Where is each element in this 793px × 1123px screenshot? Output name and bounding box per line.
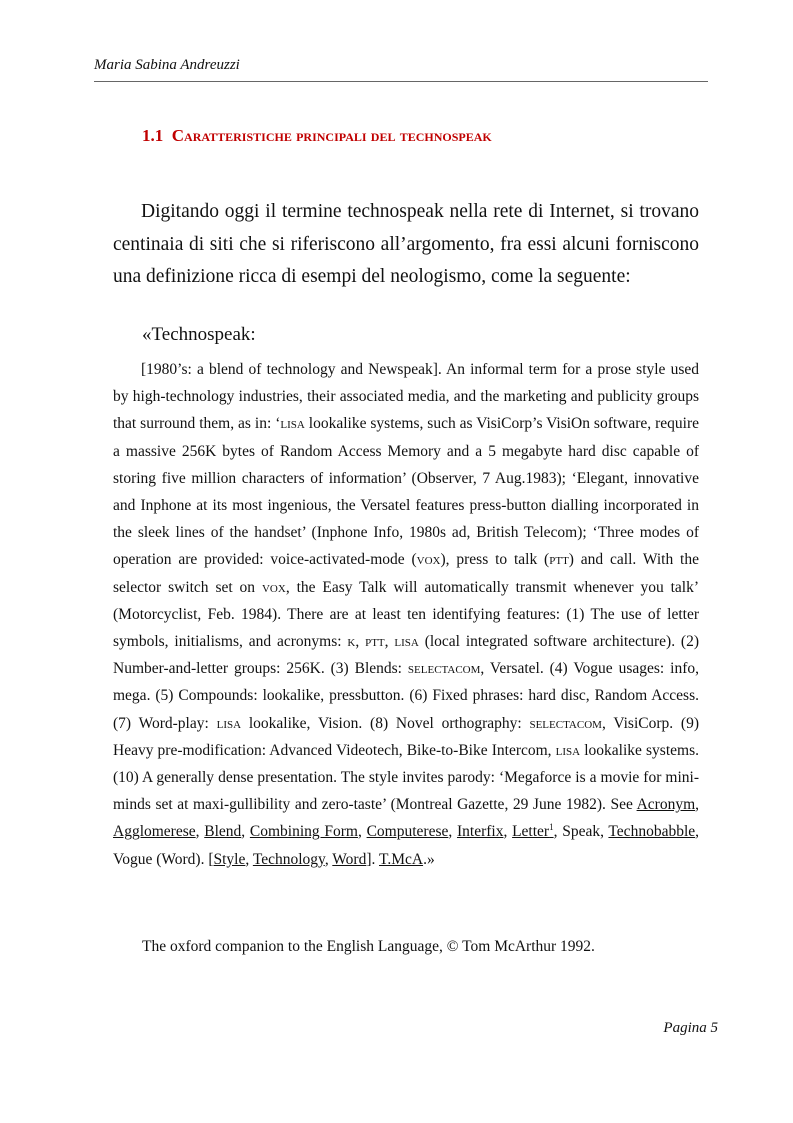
link-word[interactable]: Word — [332, 850, 367, 868]
running-header-author: Maria Sabina Andreuzzi — [94, 57, 240, 73]
intro-paragraph: Digitando oggi il termine technospeak nella rete di Internet, si trovano centinaia di siti che si riferiscono all’argomento, fra essi alcuni forniscono una definizione ricca di esempi del neologismo, come la seguente: — [113, 201, 699, 287]
link-technology[interactable]: Technology — [252, 850, 325, 868]
abbr-selectacom: selectacom — [407, 660, 481, 678]
page-number: Pagina 5 — [663, 1020, 718, 1036]
quote-title: «Technospeak: — [142, 324, 256, 345]
link-agglomerese[interactable]: Agglomerese — [113, 823, 196, 841]
link-computerese[interactable]: Computerese — [366, 823, 449, 841]
link-blend[interactable]: Blend — [204, 823, 242, 841]
quote-text: ), press to talk ( — [440, 551, 550, 569]
link-acronym[interactable]: Acronym — [636, 796, 696, 814]
link-combining-form[interactable]: Combining Form — [249, 823, 358, 841]
speak-text: Speak — [562, 823, 601, 841]
abbr-vox: vox — [261, 578, 286, 596]
abbr-lisa: lisa — [216, 714, 242, 732]
abbr-selectacom: selectacom — [529, 714, 602, 732]
link-tmca[interactable]: T.McA — [379, 850, 424, 868]
link-letter-label: Letter — [512, 823, 550, 841]
quote-text: ) and call. With the selector switch set on — [113, 551, 699, 596]
link-interfix[interactable]: Interfix — [456, 823, 504, 841]
quote-text: [1980’s: a blend of technology and Newspeak]. An informal term for a prose style used by high-technology industries, their associated media, and the marketing and publicity groups that surround them, as in: ‘ — [113, 361, 699, 433]
quote-text: , Versatel. (4) Vogue usages: info, mega. (5) Compounds: lookalike, pressbutton. (6) Fixed phrases: hard disc, Random Access. (7) Word-play: — [113, 660, 700, 732]
abbr-lisa: lisa — [280, 415, 305, 433]
section-heading — [142, 126, 492, 146]
quote-text: lookalike systems, such as VisiCorp’s VisiOn software, require a massive 256K bytes of Random Access Memory and a 5 megabyte hard disc capable of storing five million characters of information’ (Observer, 7 Aug.1983); ‘Elegant, innovative and Inphone at its most ingenious, the Versatel features press-button dialling incorporated in the sleek lines of the handset’ (Inphone Info, 1980s ad, British Telecom); ‘Three modes of operation are provided: voice-activated-mode ( — [113, 415, 699, 569]
abbr-k: k — [347, 633, 356, 651]
quote-text: lookalike, Vision. (8) Novel orthography: — [241, 714, 530, 732]
quote-text: , the Easy Talk will automatically transmit whenever you talk’ (Motorcyclist, Feb. 1984). There are at least ten identifying features: (1) The use of letter symbols, initialisms, and acronyms: — [113, 578, 699, 651]
abbr-vox: vox — [416, 551, 441, 569]
link-letter[interactable] — [512, 823, 554, 840]
source-citation: The oxford companion to the English Language, © Tom McArthur 1992. — [142, 938, 595, 955]
quote-body: [1980’s: a blend of technology and Newspeak]. An informal term for a prose style used by high-technology industries, their associated media, and the marketing and publicity groups that surround them, as in: ‘lisa lookalike systems, such as VisiCorp’s VisiOn software, require a massive 256K bytes of Random Access Memory and a 5 megabyte hard disc capable of storing five million characters of information’ (Observer, 7 Aug.1983); ‘Elegant, innovative and Inphone at its most ingenious, the Versatel features press-button dialling incorporated in the sleek lines of the handset’ (Inphone Info, 1980s ad, British Telecom); ‘Three modes of operation are provided: voice-activated-mode (vox), press to talk (ptt) and call. With the selector switch set on vox, the Easy Talk will automatically transmit whenever you talk’ (Motorcyclist, Feb. 1984). There are at least ten identifying features: (1) The use of letter symbols, initialisms, and acronyms: k, ptt, lisa (local integrated software architecture). (2) Number-and-letter groups: 256K. (3) Blends: selectacom, Versatel. (4) Vogue usages: info, mega. (5) Compounds: lookalike, pressbutton. (6) Fixed phrases: hard disc, Random Access. (7) Word-play: lisa lookalike, Vision. (8) Novel orthography: selectacom, VisiCorp. (9) Heavy pre-modification: Advanced Videotech, Bike-to-Bike Intercom, lisa lookalike systems. (10) A generally dense presentation. The style invites parody: ‘Megaforce is a movie for mini-minds set at maxi-gullibility and zero-taste’ (Montreal Gazette, 29 June 1982). See Acronym, Agglomerese, Blend, Combining Form, Computerese, Interfix, Letter$^1$, Speak, Technobabble, Vogue (Word). [Style, Technology, Word]. T.McA.» — [113, 361, 700, 868]
link-style[interactable]: Style — [213, 850, 246, 868]
quote-text: (local integrated software architecture). (2) Number-and-letter groups: 256K. (3) Blends: — [113, 633, 700, 678]
quote-text: , — [355, 633, 366, 651]
vogue-text: Vogue (Word) — [113, 850, 201, 868]
link-letter-superscript: 1 — [549, 822, 554, 833]
abbr-lisa: lisa — [394, 633, 419, 651]
section-title: Caratteristiche principali del technospeak — [171, 126, 492, 145]
header-rule — [94, 81, 708, 82]
abbr-ptt: ptt — [365, 633, 385, 651]
quote-text: , VisiCorp. (9) Heavy pre-modification: Advanced Videotech, Bike-to-Bike Intercom, — [113, 714, 699, 759]
link-technobabble[interactable]: Technobabble — [608, 823, 696, 841]
abbr-lisa: lisa — [555, 741, 581, 759]
section-number: 1.1 — [142, 126, 164, 145]
quote-text: , — [384, 633, 395, 651]
quote-end: .» — [423, 850, 435, 868]
abbr-ptt: ptt — [549, 551, 569, 569]
quote-text: lookalike systems. (10) A generally dense presentation. The style invites parody: ‘Megaforce is a movie for mini-minds set at maxi-gullibility and zero-taste’ (Montreal Gazette, 29 June 1982). See — [113, 741, 699, 814]
